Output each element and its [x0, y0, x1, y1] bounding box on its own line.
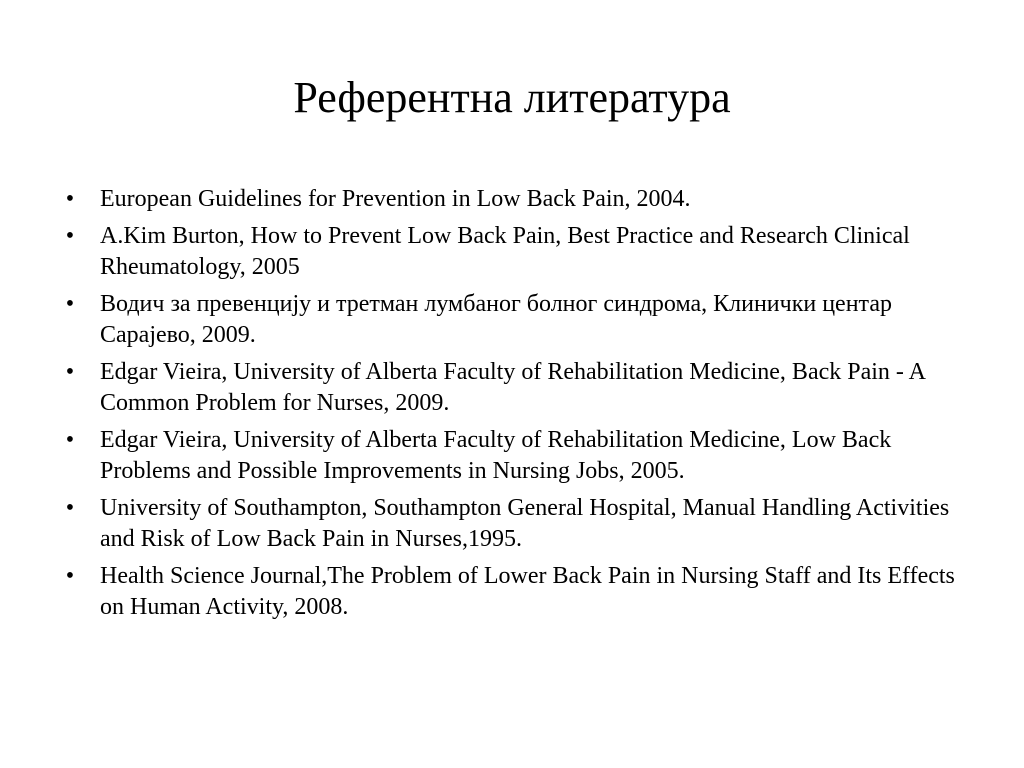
reference-item [60, 221, 972, 283]
reference-text: Водич за превенцију и третман лумбаног болног синдрома, Клинички центар Сарајево, 2009. [100, 291, 892, 348]
slide-title: Референтна литература [293, 73, 731, 122]
reference-item [60, 357, 972, 419]
reference-text: Edgar Vieira, University of Alberta Faculty of Rehabilitation Medicine, Low Back Problems and Possible Improvements in Nursing Jobs, 2005. [100, 427, 892, 484]
reference-item [60, 184, 972, 215]
reference-text: European Guidelines for Prevention in Low Back Pain, 2004. [100, 186, 691, 212]
bullet-icon: • [65, 223, 75, 249]
bullet-icon: • [65, 427, 75, 453]
bullet-icon: • [65, 495, 75, 521]
reference-item [60, 425, 972, 487]
reference-item [60, 493, 972, 555]
bullet-icon: • [65, 186, 75, 212]
bullet-icon: • [65, 563, 75, 589]
reference-text: Edgar Vieira, University of Alberta Faculty of Rehabilitation Medicine, Back Pain - A Common Problem for Nurses, 2009. [100, 359, 925, 416]
reference-item [60, 561, 972, 623]
bullet-icon: • [65, 359, 75, 385]
reference-list [60, 184, 972, 629]
reference-item [60, 289, 972, 351]
reference-text: A.Kim Burton, How to Prevent Low Back Pain, Best Practice and Research Clinical Rheumatology, 2005 [100, 223, 910, 280]
bullet-icon: • [65, 291, 75, 317]
reference-text: University of Southampton, Southampton General Hospital, Manual Handling Activities and Risk of Low Back Pain in Nurses,1995. [100, 495, 950, 552]
reference-text: Health Science Journal,The Problem of Lower Back Pain in Nursing Staff and Its Effects on Human Activity, 2008. [100, 563, 955, 620]
